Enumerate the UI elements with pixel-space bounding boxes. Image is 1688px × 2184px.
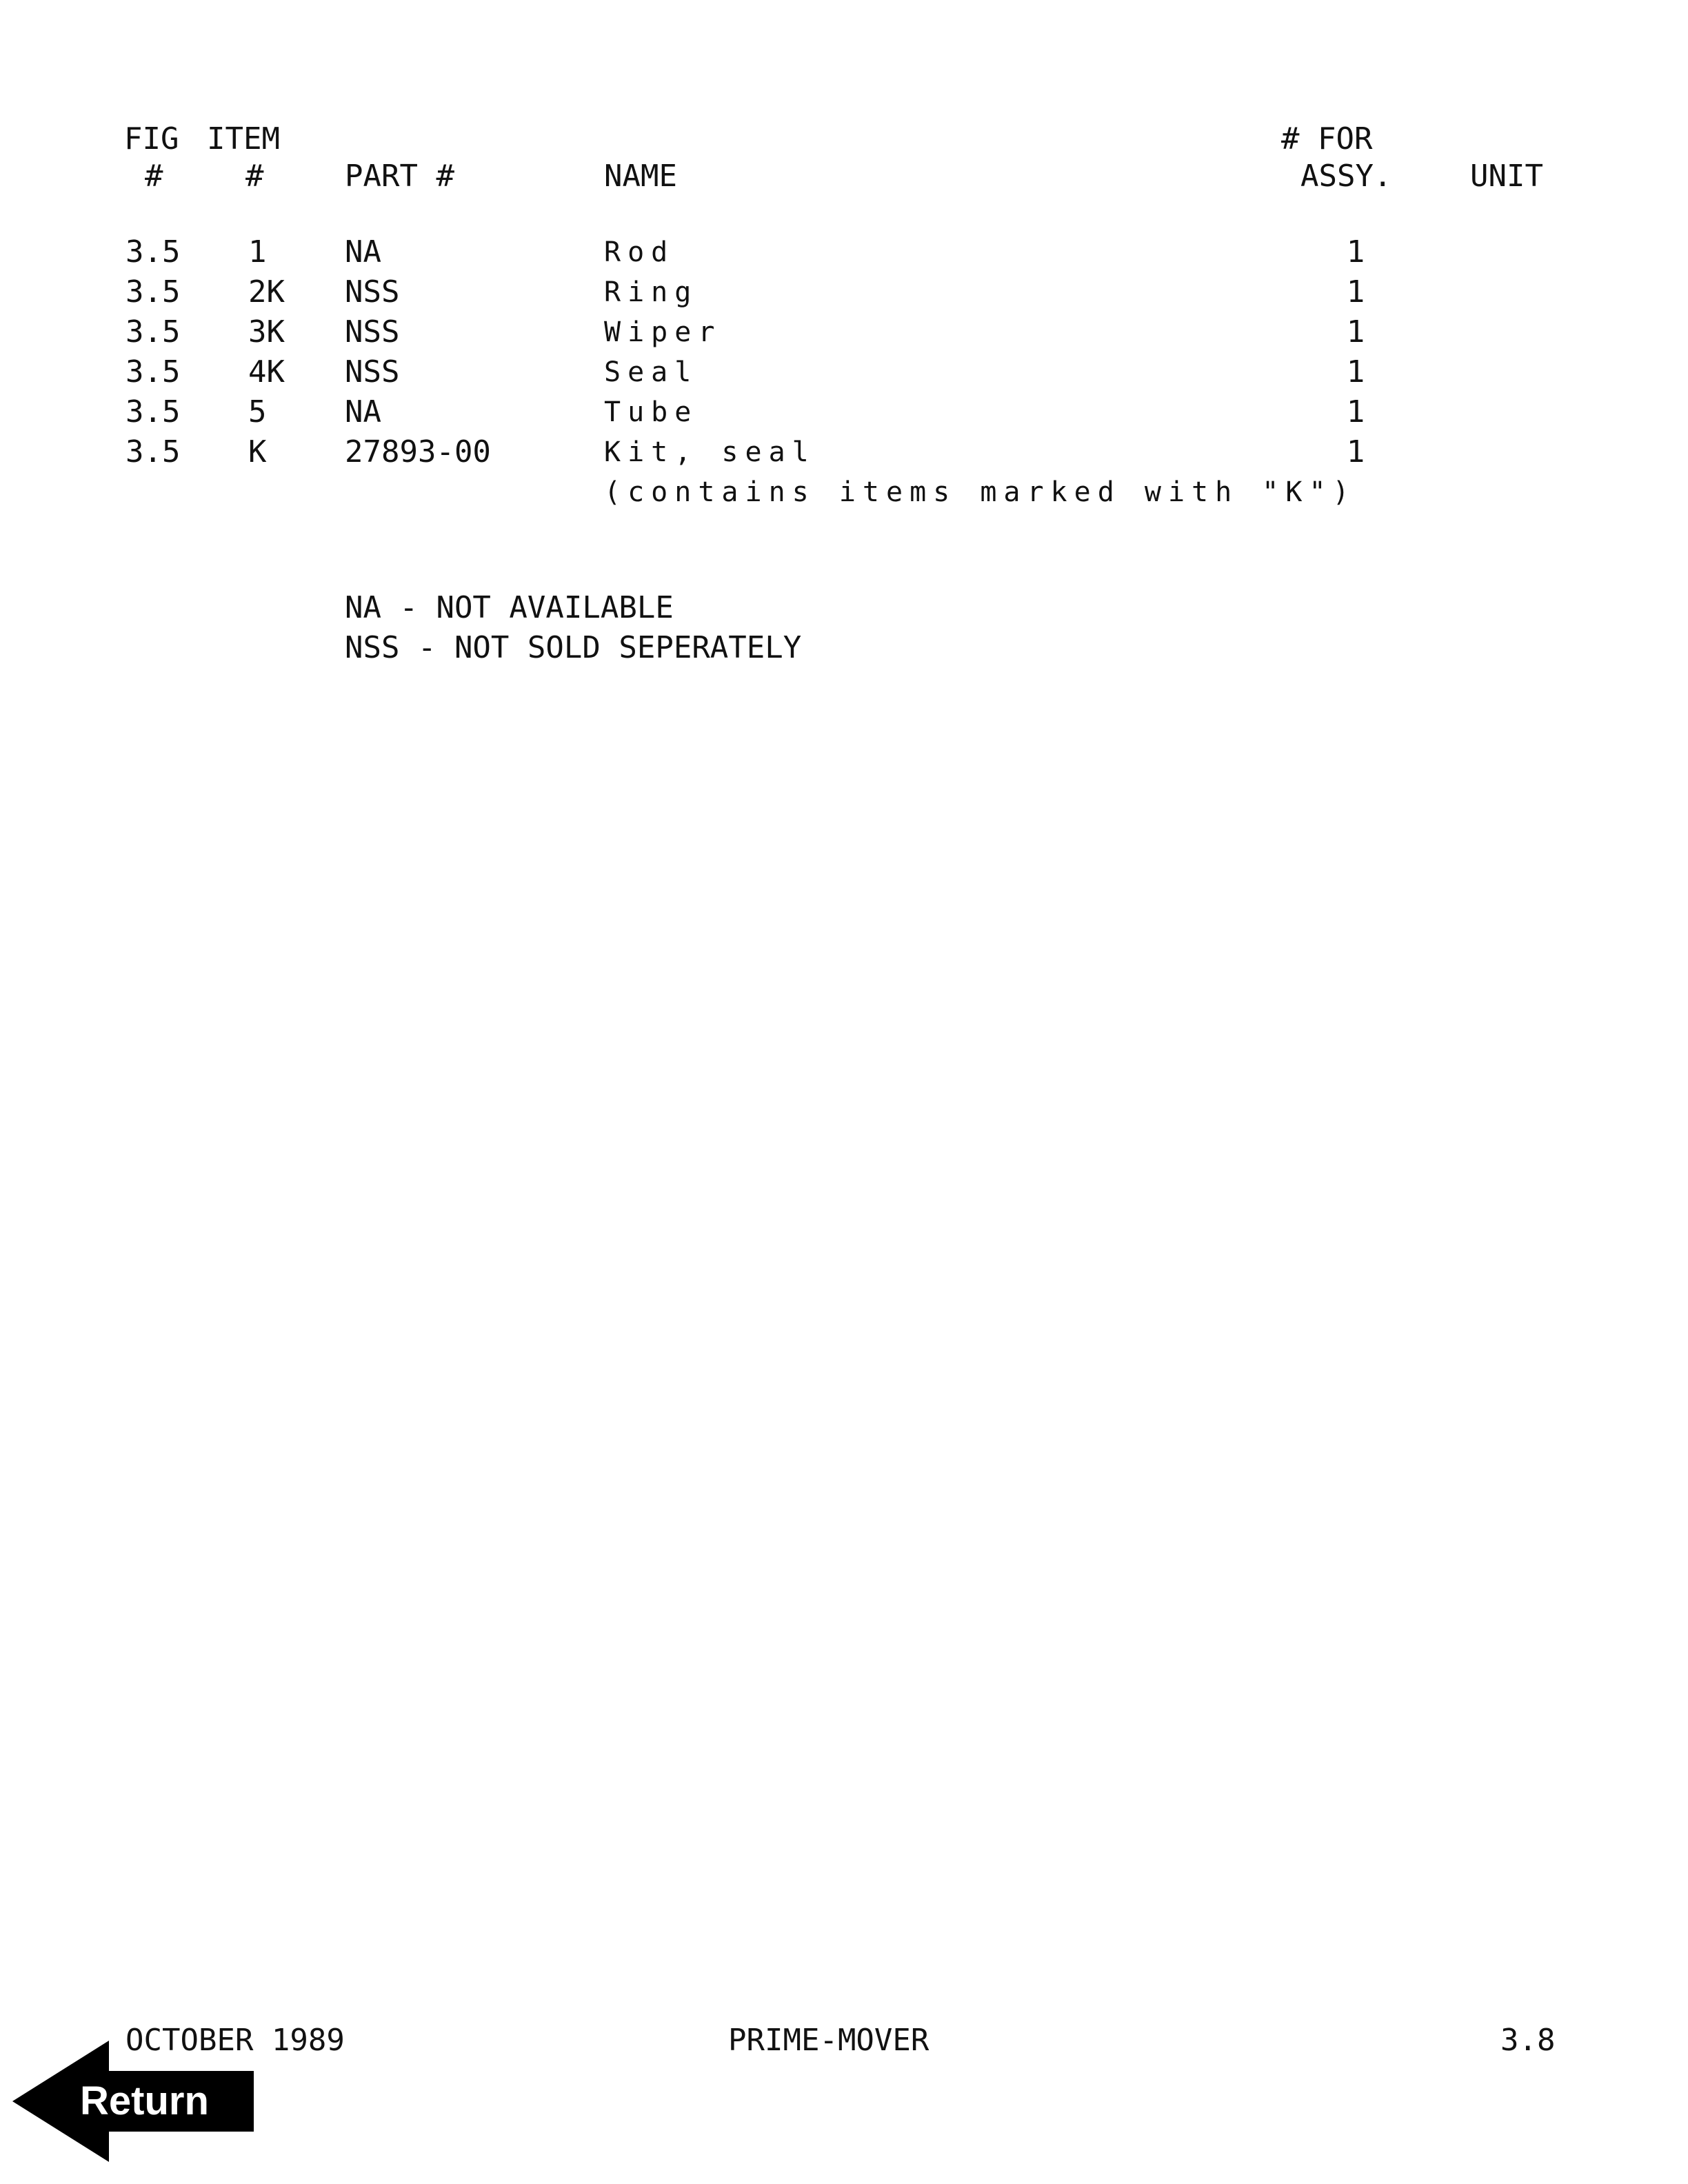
- row-item: 1: [248, 234, 267, 270]
- row-part: NA: [345, 234, 381, 270]
- row-fig: 3.5: [125, 394, 181, 429]
- row-fig: 3.5: [125, 434, 181, 469]
- row-fig: 3.5: [125, 314, 181, 350]
- row-item: 4K: [248, 354, 285, 390]
- row-item: 5: [248, 394, 267, 429]
- row-name: Ring: [604, 276, 699, 308]
- footer-title: PRIME-MOVER: [728, 2023, 930, 2058]
- row-qty: 1: [1346, 394, 1365, 429]
- header-part-number: PART #: [345, 159, 454, 194]
- return-label: Return: [80, 2079, 209, 2123]
- row-name: Tube: [604, 396, 699, 428]
- row-part: NA: [345, 394, 381, 429]
- footer-date: OCTOBER 1989: [125, 2023, 345, 2058]
- row-name: Wiper: [604, 316, 722, 348]
- row-qty: 1: [1346, 314, 1365, 350]
- row-name: Rod: [604, 236, 675, 268]
- row-part: NSS: [345, 314, 400, 350]
- row-fig: 3.5: [125, 274, 181, 310]
- header-name: NAME: [604, 159, 677, 194]
- legend-na: NA - NOT AVAILABLE: [345, 590, 674, 625]
- row-item: 3K: [248, 314, 285, 350]
- footer-page-number: 3.8: [1500, 2023, 1556, 2058]
- row-name: Seal: [604, 356, 699, 388]
- row-fig: 3.5: [125, 354, 181, 390]
- row-qty: 1: [1346, 274, 1365, 310]
- row-qty: 1: [1346, 354, 1365, 390]
- kit-contents-note: (contains items marked with "K"): [604, 476, 1356, 508]
- legend-nss: NSS - NOT SOLD SEPERATELY: [345, 630, 802, 665]
- header-fig-number: #: [145, 159, 163, 194]
- row-part: 27893-00: [345, 434, 491, 469]
- header-fig: FIG: [124, 121, 179, 156]
- row-item: 2K: [248, 274, 285, 310]
- row-qty: 1: [1346, 434, 1365, 469]
- row-part: NSS: [345, 274, 400, 310]
- return-button[interactable]: [12, 2041, 254, 2162]
- row-fig: 3.5: [125, 234, 181, 270]
- row-item: K: [248, 434, 267, 469]
- row-name: Kit, seal: [604, 436, 816, 468]
- header-unit: UNIT: [1470, 159, 1543, 194]
- header-for: # FOR: [1281, 121, 1373, 156]
- header-item-number: #: [245, 159, 264, 194]
- row-part: NSS: [345, 354, 400, 390]
- row-qty: 1: [1346, 234, 1365, 270]
- header-assy: ASSY.: [1300, 159, 1392, 194]
- header-item: ITEM: [207, 121, 280, 156]
